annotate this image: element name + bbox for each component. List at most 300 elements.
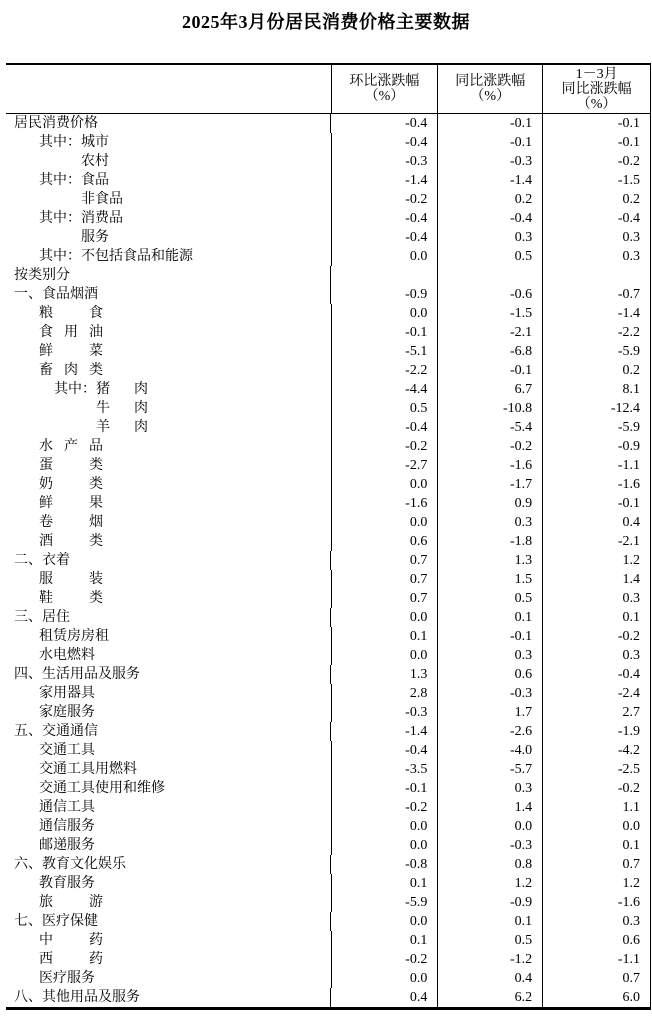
value-mom: -0.8 <box>330 855 437 874</box>
row-label <box>6 798 331 817</box>
table-row <box>6 361 650 380</box>
table-row <box>6 798 650 817</box>
value-yoy: -1.5 <box>437 304 542 323</box>
table-row <box>6 722 650 741</box>
value-mom: 0.0 <box>331 475 438 494</box>
value-ytd: -1.6 <box>542 475 650 494</box>
table-row <box>6 247 650 266</box>
table-row <box>6 665 650 684</box>
value-yoy: -1.6 <box>437 456 542 475</box>
value-mom: -0.3 <box>331 703 438 722</box>
row-label <box>6 532 331 551</box>
table-row <box>6 437 650 456</box>
value-mom: -0.4 <box>330 114 437 133</box>
table-row <box>6 969 650 988</box>
row-label-text: 食用油 <box>39 325 103 340</box>
row-label-text: 鲜果 <box>39 496 103 511</box>
row-label-text: 居民消费价格 <box>14 116 98 131</box>
row-label <box>6 570 331 589</box>
value-ytd: -1.1 <box>542 456 650 475</box>
value-yoy: 6.2 <box>437 988 542 1007</box>
column-header-ytd-line1: 1－3月 <box>575 66 618 82</box>
value-yoy: -1.7 <box>437 475 542 494</box>
row-label <box>6 912 330 931</box>
table-row <box>6 171 650 190</box>
value-mom: 0.6 <box>331 532 438 551</box>
value-mom: -0.2 <box>331 190 438 209</box>
value-ytd: -0.7 <box>542 285 650 304</box>
row-label-text: 八、其他用品及服务 <box>14 990 140 1005</box>
row-label <box>6 817 331 836</box>
table-row <box>6 532 650 551</box>
row-label <box>6 874 331 893</box>
value-mom: 0.7 <box>331 589 438 608</box>
row-label <box>6 228 331 247</box>
value-yoy: -0.3 <box>437 152 542 171</box>
value-ytd: 1.2 <box>542 551 650 570</box>
table-row <box>6 988 650 1007</box>
value-mom: 0.0 <box>331 247 438 266</box>
value-ytd: 1.1 <box>542 798 650 817</box>
row-label <box>6 969 331 988</box>
value-ytd: -0.9 <box>542 437 650 456</box>
column-header-ytd <box>542 65 650 113</box>
column-header-mom-line1: 环比涨跌幅 <box>349 74 420 89</box>
table-row <box>6 228 650 247</box>
table-row <box>6 646 650 665</box>
value-yoy: 1.7 <box>437 703 542 722</box>
table-row <box>6 494 650 513</box>
value-yoy: 0.3 <box>437 513 542 532</box>
value-yoy: -0.9 <box>437 893 542 912</box>
row-label-prefix: 其中： <box>54 382 96 397</box>
value-yoy: 1.3 <box>437 551 542 570</box>
column-header-yoy-line1: 同比涨跌幅 <box>455 74 526 89</box>
row-label <box>6 114 330 133</box>
row-label-text: 蛋类 <box>39 458 103 473</box>
value-mom: -3.5 <box>331 760 438 779</box>
value-mom: 0.0 <box>331 304 438 323</box>
row-label-text: 二、衣着 <box>14 553 70 568</box>
value-ytd: 0.3 <box>542 646 650 665</box>
row-label-text: 交通工具用燃料 <box>39 762 137 777</box>
value-mom: -1.6 <box>331 494 438 513</box>
row-label <box>6 950 331 969</box>
table-row <box>6 456 650 475</box>
value-ytd: 2.7 <box>542 703 650 722</box>
row-label <box>6 418 331 437</box>
row-label <box>6 171 331 190</box>
table-row <box>6 342 650 361</box>
row-label-text: 通信服务 <box>39 819 95 834</box>
row-label-prefix: 其中： <box>39 135 81 150</box>
row-label <box>6 323 331 342</box>
value-ytd <box>542 266 650 285</box>
row-label-text: 畜肉类 <box>39 363 103 378</box>
value-mom: -0.1 <box>331 779 438 798</box>
value-yoy: 0.3 <box>437 646 542 665</box>
row-label-text: 卷烟 <box>39 515 103 530</box>
value-ytd: 0.6 <box>542 931 650 950</box>
row-label <box>6 399 331 418</box>
value-ytd: 0.4 <box>542 513 650 532</box>
table-row <box>6 285 650 304</box>
column-header-yoy <box>437 65 542 113</box>
row-label <box>6 988 330 1007</box>
value-ytd: -0.1 <box>542 133 650 152</box>
table-row <box>6 893 650 912</box>
row-label-text: 牛肉 <box>96 401 148 416</box>
row-label <box>6 646 331 665</box>
row-label-text: 六、教育文化娱乐 <box>14 857 126 872</box>
value-ytd: -0.2 <box>542 627 650 646</box>
value-mom: -0.2 <box>331 437 438 456</box>
value-mom: 0.4 <box>330 988 437 1007</box>
value-ytd: -2.1 <box>542 532 650 551</box>
row-label <box>6 247 331 266</box>
cpi-table <box>6 63 651 1010</box>
table-row <box>6 133 650 152</box>
value-yoy: 1.5 <box>437 570 542 589</box>
row-label-text: 家用器具 <box>39 686 95 701</box>
table-row <box>6 779 650 798</box>
row-label-text: 粮食 <box>39 306 103 321</box>
row-label <box>6 627 331 646</box>
row-label-text: 西药 <box>39 952 103 967</box>
row-label-text: 交通工具 <box>39 743 95 758</box>
row-label-text: 农村 <box>81 154 109 169</box>
value-ytd: 0.0 <box>542 817 650 836</box>
row-label <box>6 836 331 855</box>
row-label-prefix: 其中： <box>39 249 81 264</box>
row-label <box>6 361 331 380</box>
row-label-text: 一、食品烟酒 <box>14 287 98 302</box>
value-mom: 0.7 <box>330 551 437 570</box>
value-mom: 0.0 <box>331 836 438 855</box>
table-row <box>6 399 650 418</box>
row-label-text: 邮递服务 <box>39 838 95 853</box>
value-ytd: -5.9 <box>542 342 650 361</box>
value-ytd: -1.4 <box>542 304 650 323</box>
value-ytd: -0.4 <box>542 209 650 228</box>
value-yoy: -0.1 <box>437 114 542 133</box>
value-yoy: 1.4 <box>437 798 542 817</box>
value-ytd: -0.1 <box>542 494 650 513</box>
value-mom: -1.4 <box>331 171 438 190</box>
row-label-text: 服装 <box>39 572 103 587</box>
header-blank-cell <box>6 65 331 113</box>
table-row <box>6 931 650 950</box>
value-yoy: -0.2 <box>437 437 542 456</box>
table-row <box>6 190 650 209</box>
table-row <box>6 266 650 285</box>
value-yoy: 0.5 <box>437 589 542 608</box>
row-label-text: 租赁房房租 <box>39 629 109 644</box>
value-ytd: 1.4 <box>542 570 650 589</box>
table-row <box>6 874 650 893</box>
value-yoy: -5.7 <box>437 760 542 779</box>
value-ytd: -0.2 <box>542 779 650 798</box>
column-header-mom <box>331 65 438 113</box>
value-mom: -0.2 <box>331 798 438 817</box>
value-yoy: -1.2 <box>437 950 542 969</box>
row-label-text: 医疗服务 <box>39 971 95 986</box>
table-row <box>6 684 650 703</box>
value-ytd: -1.5 <box>542 171 650 190</box>
table-row <box>6 323 650 342</box>
value-yoy: 0.9 <box>437 494 542 513</box>
value-mom: -2.7 <box>331 456 438 475</box>
table-row <box>6 912 650 931</box>
row-label-text: 鞋类 <box>39 591 103 606</box>
value-mom: -0.3 <box>331 152 438 171</box>
row-label-text: 猪肉 <box>96 382 148 397</box>
value-yoy: -0.6 <box>437 285 542 304</box>
value-mom: 0.7 <box>331 570 438 589</box>
table-row <box>6 703 650 722</box>
value-yoy <box>437 266 542 285</box>
value-mom: -0.2 <box>331 950 438 969</box>
table-row <box>6 570 650 589</box>
row-label <box>6 608 330 627</box>
table-row <box>6 304 650 323</box>
value-ytd: 0.2 <box>542 190 650 209</box>
value-mom: -1.4 <box>330 722 437 741</box>
column-header-mom-line2: （%） <box>364 89 405 104</box>
value-mom: 0.1 <box>331 874 438 893</box>
value-ytd: 1.2 <box>542 874 650 893</box>
row-label-text: 酒类 <box>39 534 103 549</box>
row-label-text: 三、居住 <box>14 610 70 625</box>
value-mom: 0.0 <box>331 646 438 665</box>
row-label <box>6 342 331 361</box>
column-header-ytd-line3: （%） <box>576 96 617 112</box>
value-ytd: -0.1 <box>542 114 650 133</box>
value-mom: 0.5 <box>331 399 438 418</box>
value-yoy: 0.3 <box>437 779 542 798</box>
value-ytd: 0.7 <box>542 855 650 874</box>
value-mom: 0.0 <box>331 513 438 532</box>
row-label <box>6 760 331 779</box>
value-yoy: -4.0 <box>437 741 542 760</box>
table-row <box>6 836 650 855</box>
value-yoy: 0.2 <box>437 190 542 209</box>
table-row <box>6 627 650 646</box>
row-label-text: 按类别分 <box>14 268 70 283</box>
value-mom: 0.0 <box>331 817 438 836</box>
row-label <box>6 494 331 513</box>
value-mom: -5.9 <box>331 893 438 912</box>
value-mom: -5.1 <box>331 342 438 361</box>
row-label <box>6 513 331 532</box>
row-label <box>6 456 331 475</box>
row-label <box>6 152 331 171</box>
row-label-text: 羊肉 <box>96 420 148 435</box>
row-label-text: 家庭服务 <box>39 705 95 720</box>
value-mom: -0.4 <box>331 133 438 152</box>
value-ytd: 0.3 <box>542 589 650 608</box>
table-row <box>6 209 650 228</box>
table-row <box>6 760 650 779</box>
value-yoy: 0.1 <box>437 608 542 627</box>
row-label-text: 消费品 <box>81 211 123 226</box>
table-row <box>6 817 650 836</box>
value-mom: -0.4 <box>331 209 438 228</box>
value-yoy: -0.4 <box>437 209 542 228</box>
value-yoy: -5.4 <box>437 418 542 437</box>
page-title: 2025年3月份居民消费价格主要数据 <box>182 12 470 32</box>
row-label <box>6 855 330 874</box>
row-label <box>6 589 331 608</box>
row-label <box>6 893 331 912</box>
value-ytd: -0.2 <box>542 152 650 171</box>
value-yoy: 0.1 <box>437 912 542 931</box>
value-mom: -0.4 <box>331 741 438 760</box>
value-mom: -0.1 <box>331 323 438 342</box>
value-mom: -0.4 <box>331 418 438 437</box>
table-row <box>6 513 650 532</box>
value-mom: 0.1 <box>331 627 438 646</box>
value-yoy: 0.3 <box>437 228 542 247</box>
value-yoy: 0.4 <box>437 969 542 988</box>
table-row <box>6 418 650 437</box>
value-yoy: 0.6 <box>437 665 542 684</box>
row-label-text: 通信工具 <box>39 800 95 815</box>
value-mom: 2.8 <box>331 684 438 703</box>
row-label <box>6 285 330 304</box>
table-row <box>6 475 650 494</box>
value-yoy: -0.3 <box>437 836 542 855</box>
row-label <box>6 380 331 399</box>
value-ytd: -1.6 <box>542 893 650 912</box>
row-label <box>6 703 331 722</box>
value-ytd: 8.1 <box>542 380 650 399</box>
row-label <box>6 741 331 760</box>
row-label <box>6 304 331 323</box>
row-label-prefix: 其中： <box>39 211 81 226</box>
table-row <box>6 589 650 608</box>
row-label-text: 教育服务 <box>39 876 95 891</box>
row-label <box>6 475 331 494</box>
value-ytd: -2.2 <box>542 323 650 342</box>
value-mom: 0.0 <box>330 912 437 931</box>
value-yoy: -2.1 <box>437 323 542 342</box>
table-row <box>6 152 650 171</box>
row-label-text: 七、医疗保健 <box>14 914 98 929</box>
row-label-text: 食品 <box>81 173 109 188</box>
column-header-ytd-line2: 同比涨跌幅 <box>561 81 632 97</box>
value-mom: -0.9 <box>330 285 437 304</box>
value-mom: 0.0 <box>330 608 437 627</box>
column-header-yoy-line2: （%） <box>470 89 511 104</box>
row-label <box>6 551 330 570</box>
row-label <box>6 931 331 950</box>
value-ytd: 0.7 <box>542 969 650 988</box>
value-mom: -0.4 <box>331 228 438 247</box>
value-ytd: 0.3 <box>542 912 650 931</box>
row-label <box>6 266 330 285</box>
row-label <box>6 133 331 152</box>
table-header-row <box>6 65 650 114</box>
row-label-text: 四、生活用品及服务 <box>14 667 140 682</box>
value-ytd: -1.9 <box>542 722 650 741</box>
row-label-text: 五、交通通信 <box>14 724 98 739</box>
table-row <box>6 608 650 627</box>
value-ytd: -4.2 <box>542 741 650 760</box>
value-yoy: 0.8 <box>437 855 542 874</box>
value-yoy: -2.6 <box>437 722 542 741</box>
row-label-text: 水电燃料 <box>39 648 95 663</box>
value-mom: -2.2 <box>331 361 438 380</box>
value-mom <box>330 266 437 285</box>
value-yoy: 6.7 <box>437 380 542 399</box>
row-label-text: 非食品 <box>81 192 123 207</box>
value-yoy: -6.8 <box>437 342 542 361</box>
table-rows <box>6 114 650 1007</box>
value-yoy: -1.8 <box>437 532 542 551</box>
value-mom: 1.3 <box>330 665 437 684</box>
table-row <box>6 741 650 760</box>
value-ytd: 0.1 <box>542 608 650 627</box>
row-label-text: 中药 <box>39 933 103 948</box>
value-ytd: 0.3 <box>542 247 650 266</box>
value-yoy: -10.8 <box>437 399 542 418</box>
value-mom: 0.0 <box>331 969 438 988</box>
table-row <box>6 551 650 570</box>
value-ytd: -2.5 <box>542 760 650 779</box>
table-row <box>6 380 650 399</box>
row-label <box>6 190 331 209</box>
value-yoy: -0.1 <box>437 627 542 646</box>
value-ytd: -12.4 <box>542 399 650 418</box>
value-yoy: 0.5 <box>437 931 542 950</box>
row-label-text: 交通工具使用和维修 <box>39 781 165 796</box>
table-row <box>6 950 650 969</box>
row-label-text: 服务 <box>81 230 109 245</box>
row-label-text: 城市 <box>81 135 109 150</box>
value-ytd: 6.0 <box>542 988 650 1007</box>
row-label <box>6 779 331 798</box>
value-ytd: -1.1 <box>542 950 650 969</box>
value-yoy: 0.0 <box>437 817 542 836</box>
row-label <box>6 209 331 228</box>
row-label-text: 鲜菜 <box>39 344 103 359</box>
table-row <box>6 855 650 874</box>
value-ytd: -5.9 <box>542 418 650 437</box>
value-mom: 0.1 <box>331 931 438 950</box>
value-ytd: 0.1 <box>542 836 650 855</box>
value-ytd: 0.2 <box>542 361 650 380</box>
value-yoy: -0.3 <box>437 684 542 703</box>
row-label-text: 不包括食品和能源 <box>81 249 193 264</box>
row-label <box>6 722 330 741</box>
row-label <box>6 437 331 456</box>
value-yoy: -0.1 <box>437 361 542 380</box>
row-label <box>6 665 330 684</box>
row-label <box>6 684 331 703</box>
row-label-text: 旅游 <box>39 895 103 910</box>
table-row <box>6 114 650 133</box>
value-ytd: -2.4 <box>542 684 650 703</box>
value-yoy: 0.5 <box>437 247 542 266</box>
value-ytd: 0.3 <box>542 228 650 247</box>
value-yoy: -0.1 <box>437 133 542 152</box>
value-yoy: 1.2 <box>437 874 542 893</box>
row-label-prefix: 其中： <box>39 173 81 188</box>
value-yoy: -1.4 <box>437 171 542 190</box>
value-mom: -4.4 <box>331 380 438 399</box>
row-label-text: 水产品 <box>39 439 103 454</box>
